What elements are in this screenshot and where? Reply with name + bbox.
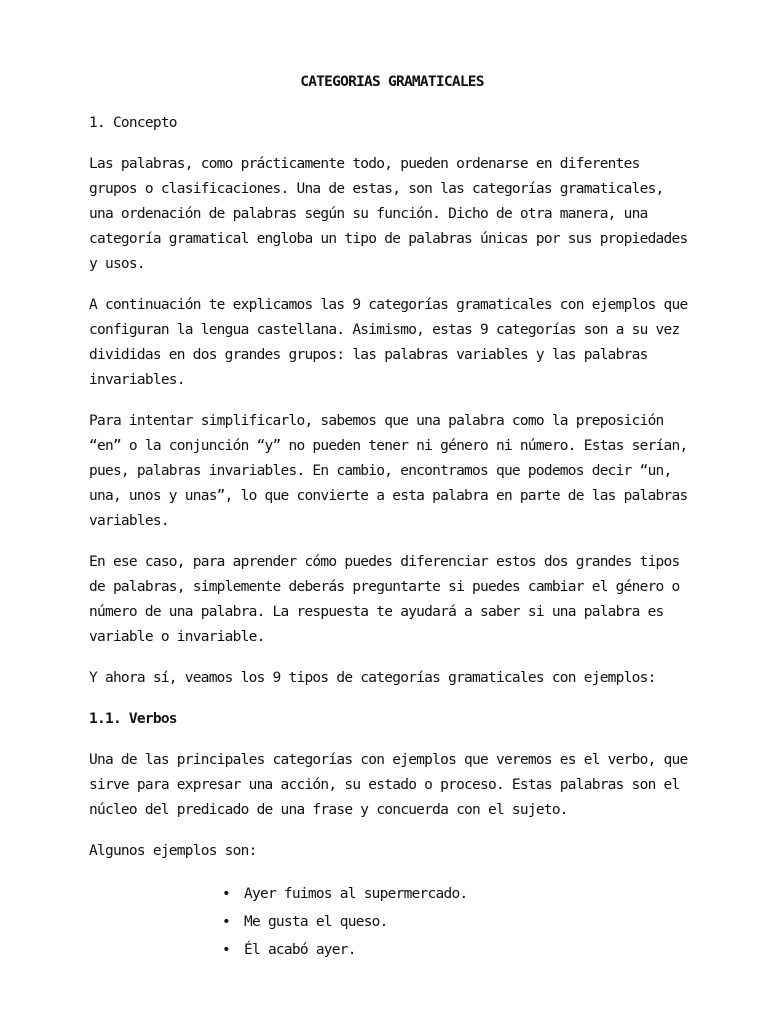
bullet-icon: • — [222, 886, 230, 902]
paragraph-nine-types: Y ahora sí, veamos los 9 tipos de categorías gramaticales con ejemplos: — [89, 670, 656, 686]
bullet-icon: • — [222, 942, 230, 958]
paragraph-how-to-differentiate: En ese caso, para aprender cómo puedes diferenciar estos dos grandes tipos de palabras, simplemente deberás preguntarte si puedes cambiar el género o número de una palabra. La respuesta te ayudará a saber si una palabra es variable o invariable. — [89, 554, 680, 645]
example-text: Él acabó ayer. — [244, 942, 356, 958]
section-heading-concepto: 1. Concepto — [89, 115, 177, 131]
example-text: Ayer fuimos al supermercado. — [244, 886, 468, 902]
examples-intro: Algunos ejemplos son: — [89, 843, 257, 859]
paragraph-categories: A continuación te explicamos las 9 categorías gramaticales con ejemplos que configuran la lengua castellana. Asimismo, estas 9 categorías son a su vez divididas en dos grandes grupos: las palabras variables y las palabras invariables. — [89, 297, 688, 388]
examples-list — [89, 880, 695, 964]
list-item — [222, 880, 695, 908]
paragraph-invariable-example: Para intentar simplificarlo, sabemos que una palabra como la preposición “en” o la conjunción “y” no pueden tener ni género ni número. Estas serían, pues, palabras invariables. En cambio, encontramos que podemos decir “un, una, unos y unas”, lo que convierte a esta palabra en parte de las palabras variables. — [89, 413, 688, 529]
list-item — [222, 908, 695, 936]
document-title: CATEGORIAS GRAMATICALES — [300, 74, 484, 90]
document-body — [89, 70, 695, 964]
list-item — [222, 936, 695, 964]
example-text: Me gusta el queso. — [244, 914, 388, 930]
paragraph-intro: Las palabras, como prácticamente todo, pueden ordenarse en diferentes grupos o clasificaciones. Una de estas, son las categorías gramaticales, una ordenación de palabras según su función. Dicho de otra manera, una categoría gramatical engloba un tipo de palabras únicas por sus propiedades y usos. — [89, 156, 688, 272]
paragraph-verbos: Una de las principales categorías con ejemplos que veremos es el verbo, que sirve para expresar una acción, su estado o proceso. Estas palabras son el núcleo del predicado de una frase y concuerda con el sujeto. — [89, 752, 688, 818]
bullet-icon: • — [222, 914, 230, 930]
section-heading-verbos: 1.1. Verbos — [89, 711, 177, 727]
